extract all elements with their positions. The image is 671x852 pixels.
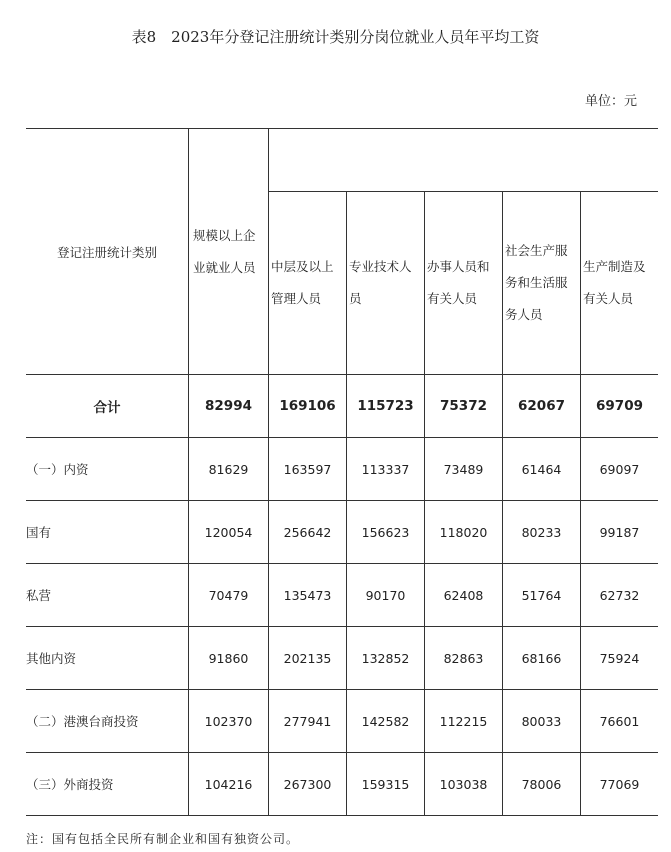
header-spacer — [269, 129, 659, 192]
header-col-technical: 专业技术人员 — [347, 192, 425, 375]
table-row — [26, 564, 658, 627]
cell-value: 103038 — [425, 753, 503, 816]
cell-value: 69709 — [581, 375, 659, 438]
cell-value: 81629 — [189, 438, 269, 501]
header-col-service: 社会生产服务和生活服务人员 — [503, 192, 581, 375]
cell-value: 120054 — [189, 501, 269, 564]
table-row — [26, 627, 658, 690]
row-label: 国有 — [26, 501, 189, 564]
unit-label: 单位：元 — [584, 94, 637, 109]
cell-value: 75924 — [581, 627, 659, 690]
cell-value: 69097 — [581, 438, 659, 501]
row-label: 合计 — [26, 375, 189, 438]
row-label: （二）港澳台商投资 — [26, 690, 189, 753]
header-col-clerical: 办事人员和有关人员 — [425, 192, 503, 375]
table-header — [26, 129, 658, 375]
cell-value: 267300 — [269, 753, 347, 816]
cell-value: 102370 — [189, 690, 269, 753]
cell-value: 115723 — [347, 375, 425, 438]
wage-table — [26, 128, 658, 816]
cell-value: 104216 — [189, 753, 269, 816]
row-label: 其他内资 — [26, 627, 189, 690]
cell-value: 62732 — [581, 564, 659, 627]
footnote: 注：国有包括全民所有制企业和国有独资公司。 — [26, 832, 300, 846]
cell-value: 62408 — [425, 564, 503, 627]
header-category: 登记注册统计类别 — [26, 129, 189, 375]
cell-value: 73489 — [425, 438, 503, 501]
cell-value: 51764 — [503, 564, 581, 627]
cell-value: 76601 — [581, 690, 659, 753]
cell-value: 70479 — [189, 564, 269, 627]
cell-value: 91860 — [189, 627, 269, 690]
cell-value: 75372 — [425, 375, 503, 438]
table-row — [26, 501, 658, 564]
cell-value: 202135 — [269, 627, 347, 690]
cell-value: 90170 — [347, 564, 425, 627]
cell-value: 78006 — [503, 753, 581, 816]
header-col-managers: 中层及以上管理人员 — [269, 192, 347, 375]
cell-value: 132852 — [347, 627, 425, 690]
cell-value: 256642 — [269, 501, 347, 564]
cell-value: 159315 — [347, 753, 425, 816]
cell-value: 112215 — [425, 690, 503, 753]
table-row-total — [26, 375, 658, 438]
cell-value: 80233 — [503, 501, 581, 564]
table-body — [26, 375, 658, 816]
cell-value: 135473 — [269, 564, 347, 627]
cell-value: 68166 — [503, 627, 581, 690]
cell-value: 77069 — [581, 753, 659, 816]
cell-value: 277941 — [269, 690, 347, 753]
cell-value: 62067 — [503, 375, 581, 438]
cell-value: 169106 — [269, 375, 347, 438]
header-col-total-employees: 规模以上企业就业人员 — [189, 129, 269, 375]
row-label: （三）外商投资 — [26, 753, 189, 816]
row-label: 私营 — [26, 564, 189, 627]
row-label: （一）内资 — [26, 438, 189, 501]
header-col-production: 生产制造及有关人员 — [581, 192, 659, 375]
cell-value: 142582 — [347, 690, 425, 753]
table-title: 表8 2023年分登记注册统计类别分岗位就业人员年平均工资 — [131, 28, 540, 46]
table-row — [26, 438, 658, 501]
table-row — [26, 690, 658, 753]
cell-value: 156623 — [347, 501, 425, 564]
cell-value: 80033 — [503, 690, 581, 753]
cell-value: 163597 — [269, 438, 347, 501]
table-row — [26, 753, 658, 816]
cell-value: 118020 — [425, 501, 503, 564]
cell-value: 113337 — [347, 438, 425, 501]
cell-value: 61464 — [503, 438, 581, 501]
cell-value: 82994 — [189, 375, 269, 438]
cell-value: 99187 — [581, 501, 659, 564]
cell-value: 82863 — [425, 627, 503, 690]
